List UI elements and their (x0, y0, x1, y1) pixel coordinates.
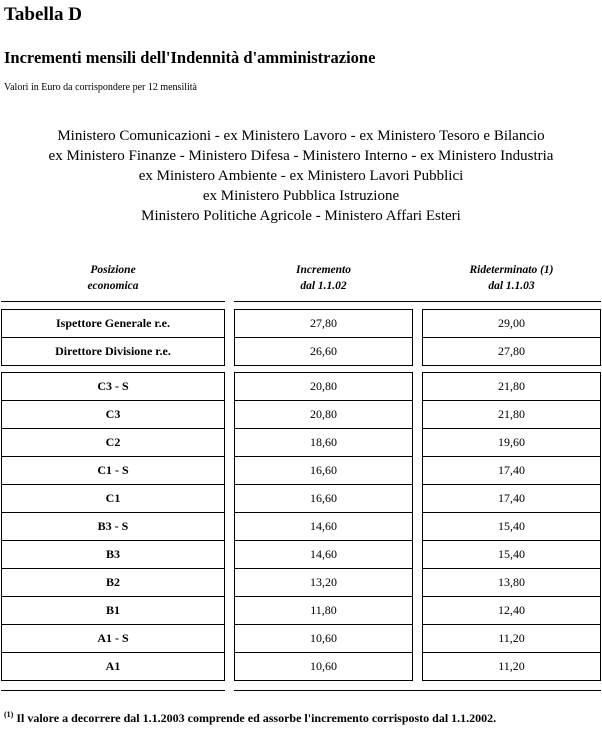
header-divider (1, 301, 225, 302)
table-bottom-rule (1, 690, 225, 691)
position-cell: C3 (1, 400, 225, 429)
header-posizione-line1: Posizione (90, 264, 136, 276)
ministries-list (0, 126, 602, 226)
rideterminato-cell: 15,40 (422, 512, 601, 541)
position-cell: C3 - S (1, 372, 225, 401)
ministries-line: Ministero Politiche Agricole - Ministero Affari Esteri (141, 208, 461, 224)
ministries-line: ex Ministero Ambiente - ex Ministero Lavori Pubblici (138, 168, 464, 184)
header-posizione (1, 262, 225, 294)
incremento-cell: 10,60 (234, 652, 413, 681)
header-rideterminato (422, 262, 601, 294)
page-title: Tabella D (4, 4, 82, 25)
position-cell: Ispettore Generale r.e. (1, 309, 225, 338)
table-bottom-rule (234, 690, 601, 691)
rideterminato-cell: 19,60 (422, 428, 601, 457)
position-cell: Direttore Divisione r.e. (1, 337, 225, 366)
incremento-cell: 11,80 (234, 596, 413, 625)
header-rideterminato-line1: Rideterminato (1) (469, 264, 554, 276)
rideterminato-cell: 17,40 (422, 456, 601, 485)
incremento-cell: 16,60 (234, 484, 413, 513)
incremento-cell: 20,80 (234, 372, 413, 401)
position-cell: A1 - S (1, 624, 225, 653)
values-note: Valori in Euro da corrispondere per 12 mensilità (4, 82, 197, 93)
incremento-cell: 18,60 (234, 428, 413, 457)
rideterminato-cell: 11,20 (422, 624, 601, 653)
header-rideterminato-line2: dal 1.1.03 (488, 280, 535, 292)
position-cell: C2 (1, 428, 225, 457)
ministries-line: Ministero Comunicazioni - ex Ministero Lavoro - ex Ministero Tesoro e Bilancio (57, 128, 545, 144)
incremento-cell: 10,60 (234, 624, 413, 653)
rideterminato-cell: 12,40 (422, 596, 601, 625)
rideterminato-cell: 15,40 (422, 540, 601, 569)
ministries-line: ex Ministero Finanze - Ministero Difesa - Ministero Interno - ex Ministero Industria (48, 148, 554, 164)
position-cell: B2 (1, 568, 225, 597)
incremento-cell: 13,20 (234, 568, 413, 597)
footnote-marker: (1) (4, 710, 14, 719)
rideterminato-cell: 13,80 (422, 568, 601, 597)
position-cell: B3 (1, 540, 225, 569)
header-posizione-line2: economica (87, 280, 139, 292)
rideterminato-cell: 27,80 (422, 337, 601, 366)
position-cell: C1 (1, 484, 225, 513)
ministries-line: ex Ministero Pubblica Istruzione (202, 188, 400, 204)
rideterminato-cell: 21,80 (422, 400, 601, 429)
incremento-cell: 26,60 (234, 337, 413, 366)
footnote-text: Il valore a decorrere dal 1.1.2003 comprende ed assorbe l'incremento corrisposto dal 1.1.2002. (16, 711, 497, 725)
header-divider (234, 301, 601, 302)
position-cell: B1 (1, 596, 225, 625)
incremento-cell: 27,80 (234, 309, 413, 338)
table-subtitle: Incrementi mensili dell'Indennità d'amministrazione (4, 48, 376, 67)
incremento-cell: 16,60 (234, 456, 413, 485)
position-cell: B3 - S (1, 512, 225, 541)
header-incremento-line2: dal 1.1.02 (300, 280, 347, 292)
header-incremento (234, 262, 413, 294)
rideterminato-cell: 11,20 (422, 652, 601, 681)
incremento-cell: 14,60 (234, 512, 413, 541)
footnote (4, 710, 496, 726)
incremento-cell: 14,60 (234, 540, 413, 569)
incremento-cell: 20,80 (234, 400, 413, 429)
rideterminato-cell: 21,80 (422, 372, 601, 401)
position-cell: C1 - S (1, 456, 225, 485)
position-cell: A1 (1, 652, 225, 681)
rideterminato-cell: 17,40 (422, 484, 601, 513)
rideterminato-cell: 29,00 (422, 309, 601, 338)
header-incremento-line1: Incremento (296, 264, 351, 276)
